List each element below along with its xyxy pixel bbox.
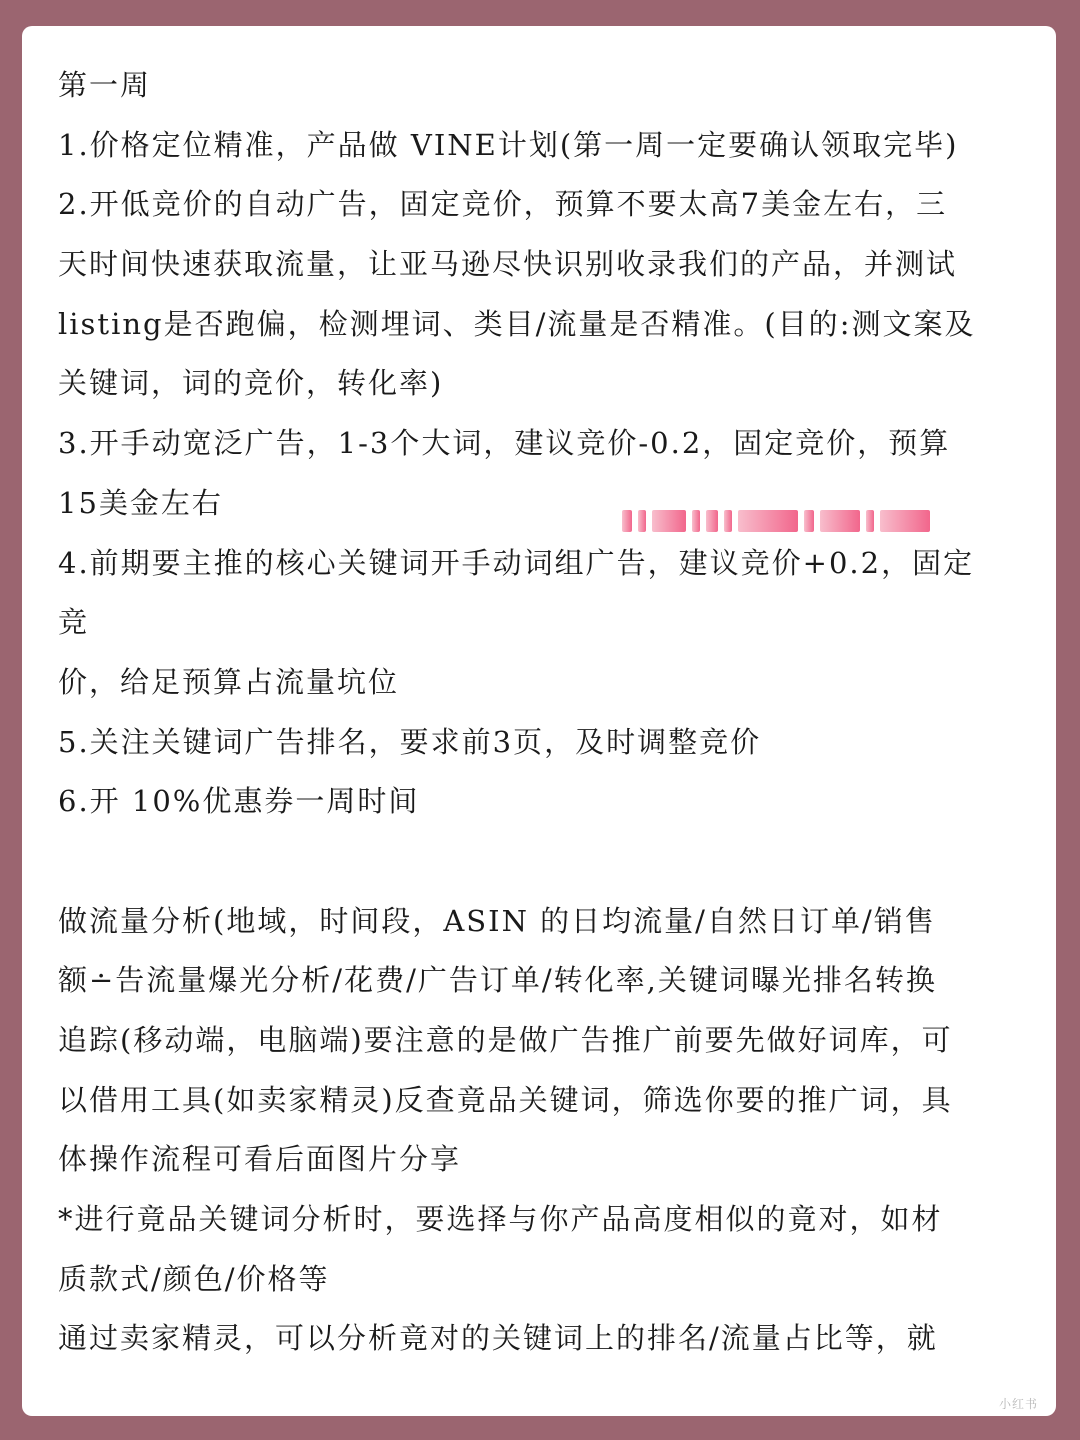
step-line: listing是否跑偏，检测埋词、类目/流量是否精准。(目的:测文案及 bbox=[58, 306, 976, 341]
document-content bbox=[58, 56, 1033, 1369]
highlight-segment bbox=[706, 510, 718, 532]
highlight-segment bbox=[692, 510, 700, 532]
step-line: 5.关注关键词广告排名，要求前3页，及时调整竞价 bbox=[58, 724, 762, 759]
step-line: 1.价格定位精准，产品做 VINE计划(第一周一定要确认领取完毕) bbox=[58, 127, 959, 162]
analysis-line: 以借用工具(如卖家精灵)反查竟品关键词，筛选你要的推广词，具 bbox=[58, 1082, 953, 1117]
analysis-line: 质款式/颜色/价格等 bbox=[58, 1261, 330, 1296]
step-line: 15美金左右 bbox=[58, 485, 223, 520]
step-line: 4.前期要主推的核心关键词开手动词组广告，建议竞价+0.2，固定 bbox=[58, 545, 975, 580]
watermark-text: 小红书 bbox=[998, 1397, 1038, 1411]
highlight-segment bbox=[880, 510, 930, 532]
step-line: 3.开手动宽泛广告，1-3个大词，建议竞价-0.2，固定竞价，预算 bbox=[58, 426, 951, 461]
analysis-line: 追踪(移动端，电脑端)要注意的是做广告推广前要先做好词库，可 bbox=[58, 1023, 953, 1057]
pink-highlight-mark bbox=[622, 506, 1002, 536]
step-line: 关键词，词的竞价，转化率) bbox=[58, 366, 444, 401]
step-line: 竞 bbox=[58, 605, 90, 640]
analysis-line: 做流量分析(地域，时间段，ASIN 的日均流量/自然日订单/销售 bbox=[58, 903, 936, 938]
step-line: 2.开低竞价的自动广告，固定竞价，预算不要太高7美金左右，三 bbox=[58, 187, 948, 222]
step-line: 天时间快速获取流量，让亚马逊尽快识别收录我们的产品，并测试 bbox=[58, 247, 958, 282]
paragraph-gap bbox=[58, 832, 1033, 892]
highlight-segment bbox=[866, 510, 874, 532]
step-line: 6.开 10%优惠券一周时间 bbox=[58, 784, 420, 819]
highlight-segment bbox=[622, 510, 632, 532]
highlight-segment bbox=[804, 510, 814, 532]
analysis-line: 额∸告流量爆光分析/花费/广告订单/转化率,关键词曝光排名转换 bbox=[58, 963, 937, 998]
analysis-line: 通过卖家精灵，可以分析竟对的关键词上的排名/流量占比等，就 bbox=[58, 1321, 938, 1356]
document-card bbox=[22, 26, 1056, 1416]
highlight-segment bbox=[738, 510, 798, 532]
highlight-segment bbox=[820, 510, 860, 532]
analysis-line: *进行竟品关键词分析时，要选择与你产品高度相似的竟对，如材 bbox=[58, 1202, 943, 1237]
highlight-segment bbox=[724, 510, 732, 532]
highlight-segment bbox=[652, 510, 686, 532]
week-heading: 第一周 bbox=[58, 68, 152, 102]
highlight-segment bbox=[638, 510, 646, 532]
step-line: 价，给足预算占流量坑位 bbox=[58, 664, 400, 699]
analysis-line: 体操作流程可看后面图片分享 bbox=[58, 1142, 462, 1177]
